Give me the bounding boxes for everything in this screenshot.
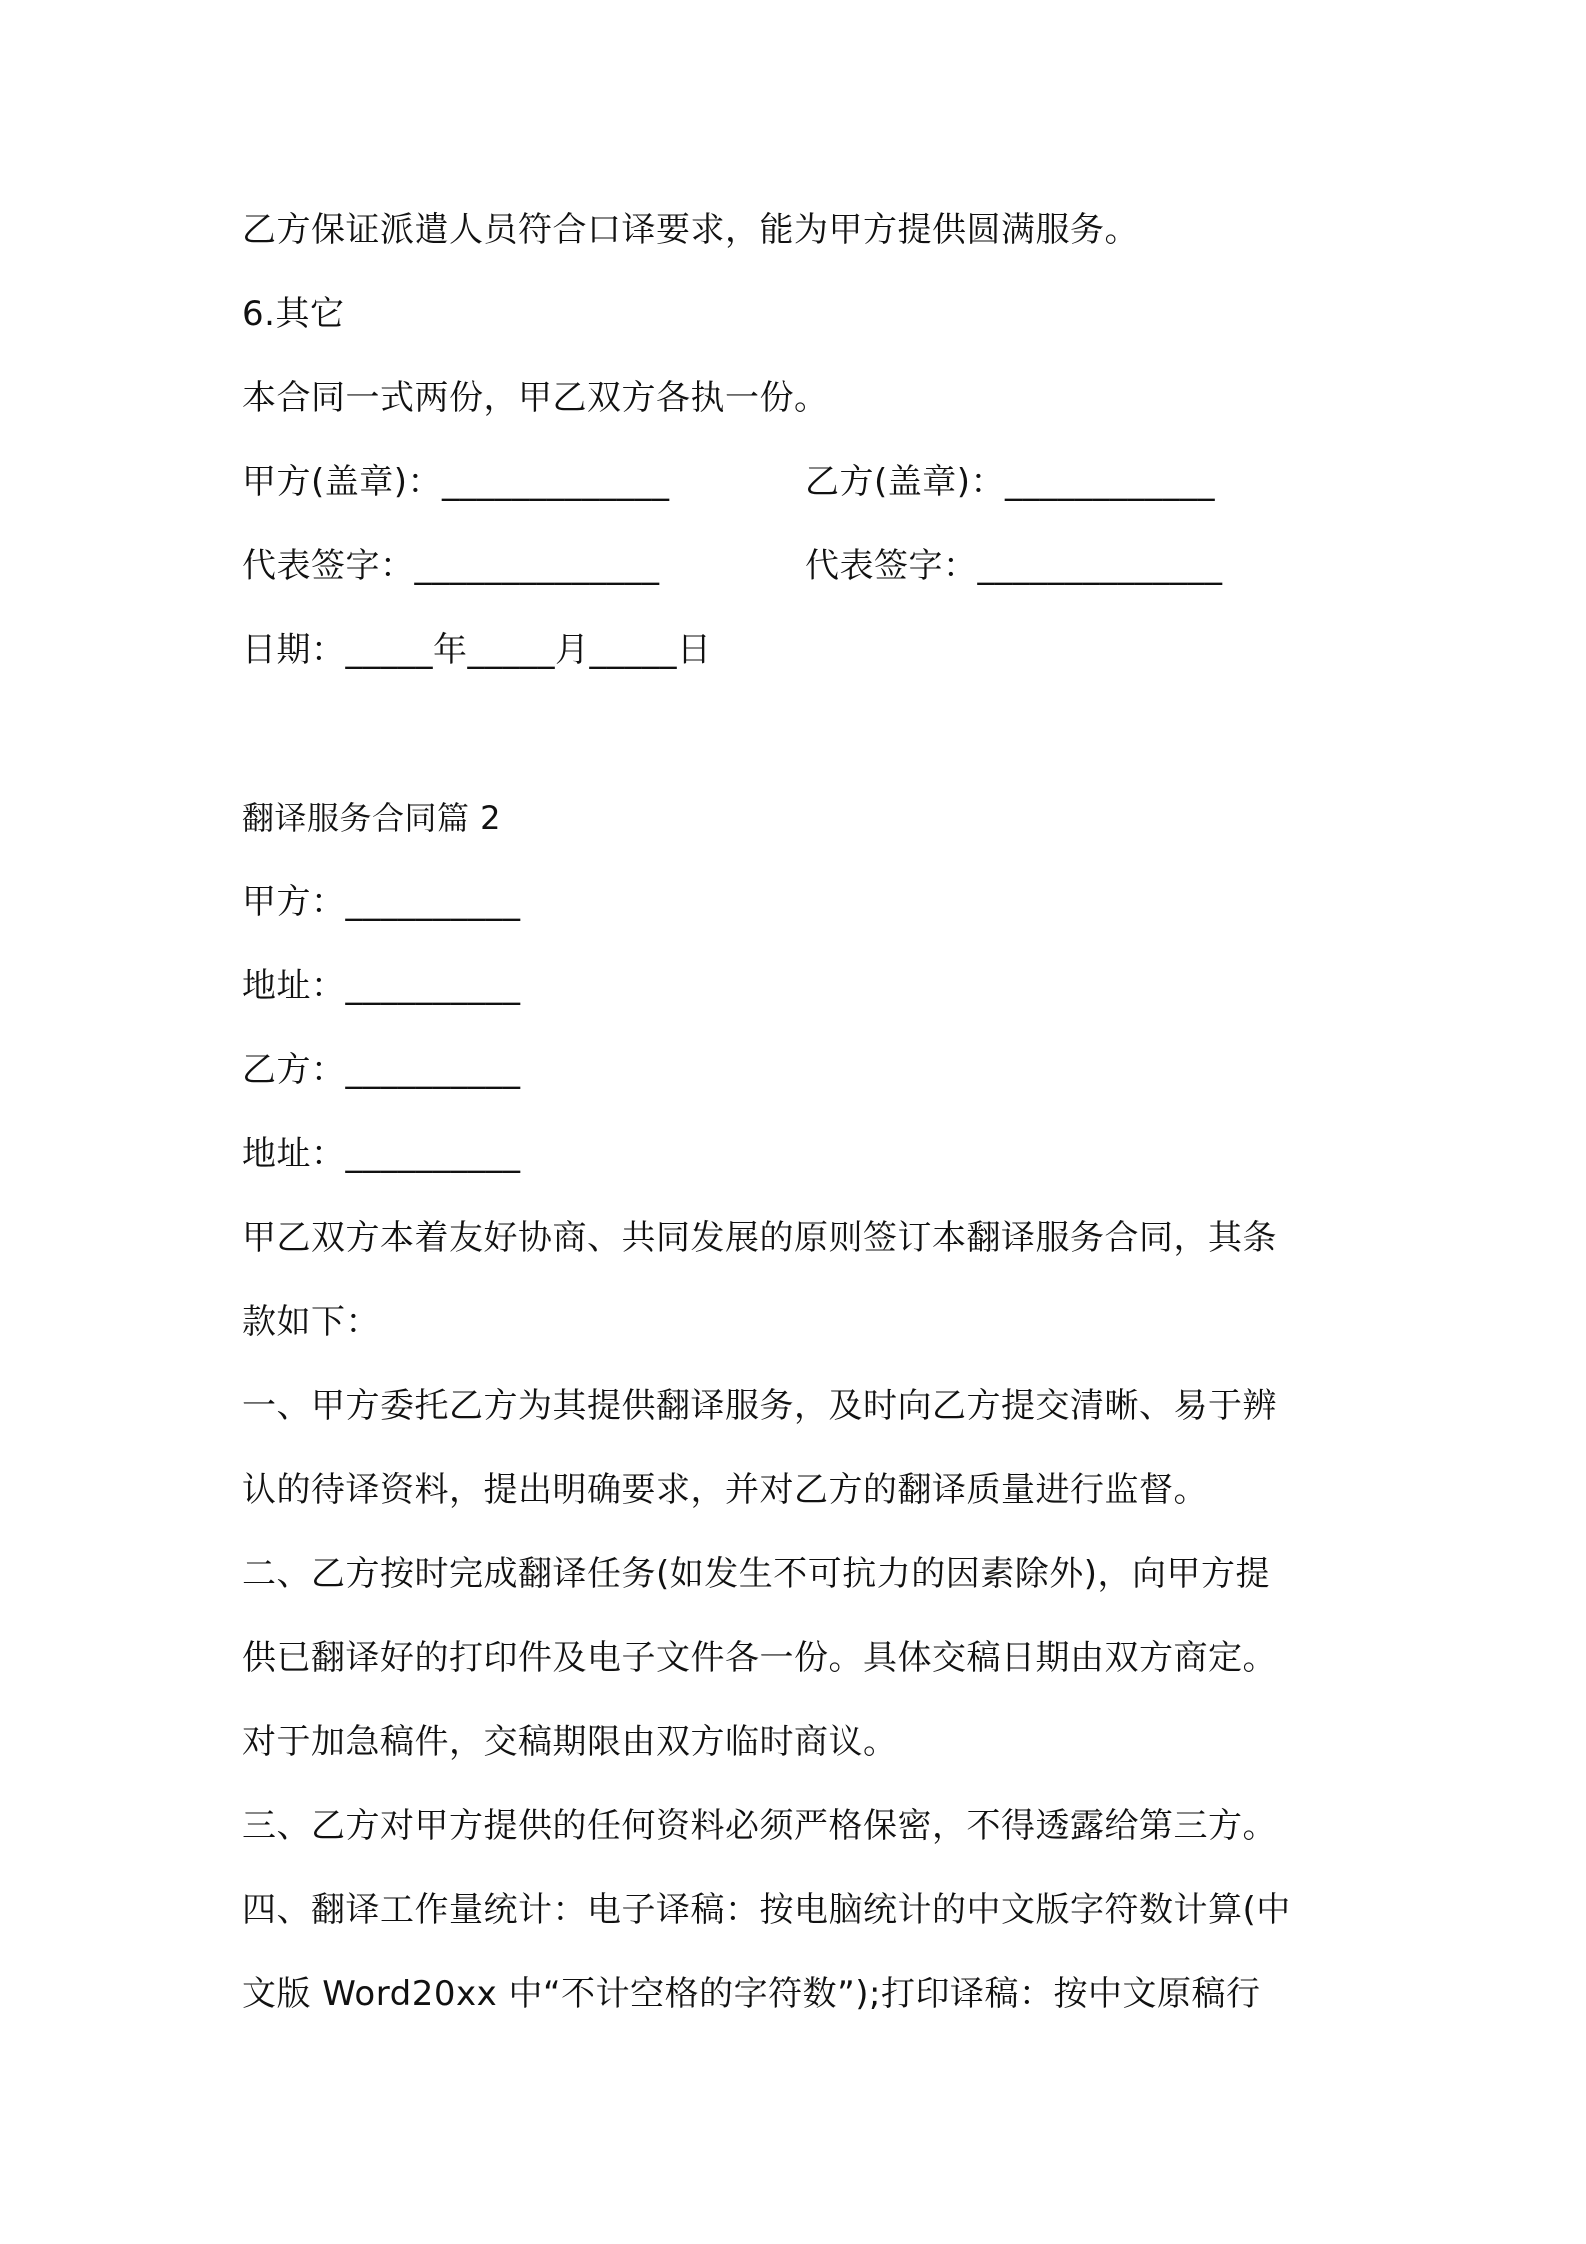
contract-title: 翻译服务合同篇 2	[242, 799, 502, 837]
clause-1-line: 认的待译资料，提出明确要求，并对乙方的翻译质量进行监督。	[242, 1470, 1208, 1510]
section-heading-other: 6.其它	[242, 294, 345, 334]
clause-2-line: 二、乙方按时完成翻译任务(如发生不可抗力的因素除外)，向甲方提	[242, 1554, 1271, 1594]
copies-text: 本合同一式两份，甲乙双方各执一份。	[242, 378, 829, 418]
representative-a-signature-field: 代表签字：______________	[242, 546, 660, 586]
date-field: 日期：_____年_____月_____日	[242, 630, 712, 670]
clause-3-line: 三、乙方对甲方提供的任何资料必须严格保密，不得透露给第三方。	[242, 1806, 1277, 1846]
party-b-seal-field: 乙方(盖章)：____________	[805, 462, 1216, 502]
intro-paragraph-line: 甲乙双方本着友好协商、共同发展的原则签订本翻译服务合同，其条	[242, 1218, 1277, 1258]
address-b-field: 地址：__________	[242, 1134, 521, 1174]
intro-paragraph-line: 款如下：	[242, 1302, 380, 1342]
clause-4-line: 四、翻译工作量统计：电子译稿：按电脑统计的中文版字符数计算(中	[242, 1890, 1291, 1930]
party-a-field: 甲方：__________	[242, 882, 521, 922]
clause-4-line: 文版 Word20xx 中“不计空格的字符数”);打印译稿：按中文原稿行	[242, 1974, 1261, 2014]
representative-b-signature-field: 代表签字：______________	[805, 546, 1223, 586]
service-guarantee-text: 乙方保证派遣人员符合口译要求，能为甲方提供圆满服务。	[242, 210, 1139, 250]
clause-2-line: 供已翻译好的打印件及电子文件各一份。具体交稿日期由双方商定。	[242, 1638, 1277, 1678]
clause-2-line: 对于加急稿件，交稿期限由双方临时商议。	[242, 1722, 898, 1762]
party-a-seal-field: 甲方(盖章)：_____________	[242, 462, 670, 502]
clause-1-line: 一、甲方委托乙方为其提供翻译服务，及时向乙方提交清晰、易于辨	[242, 1386, 1277, 1426]
address-a-field: 地址：__________	[242, 966, 521, 1006]
party-b-field: 乙方：__________	[242, 1050, 521, 1090]
